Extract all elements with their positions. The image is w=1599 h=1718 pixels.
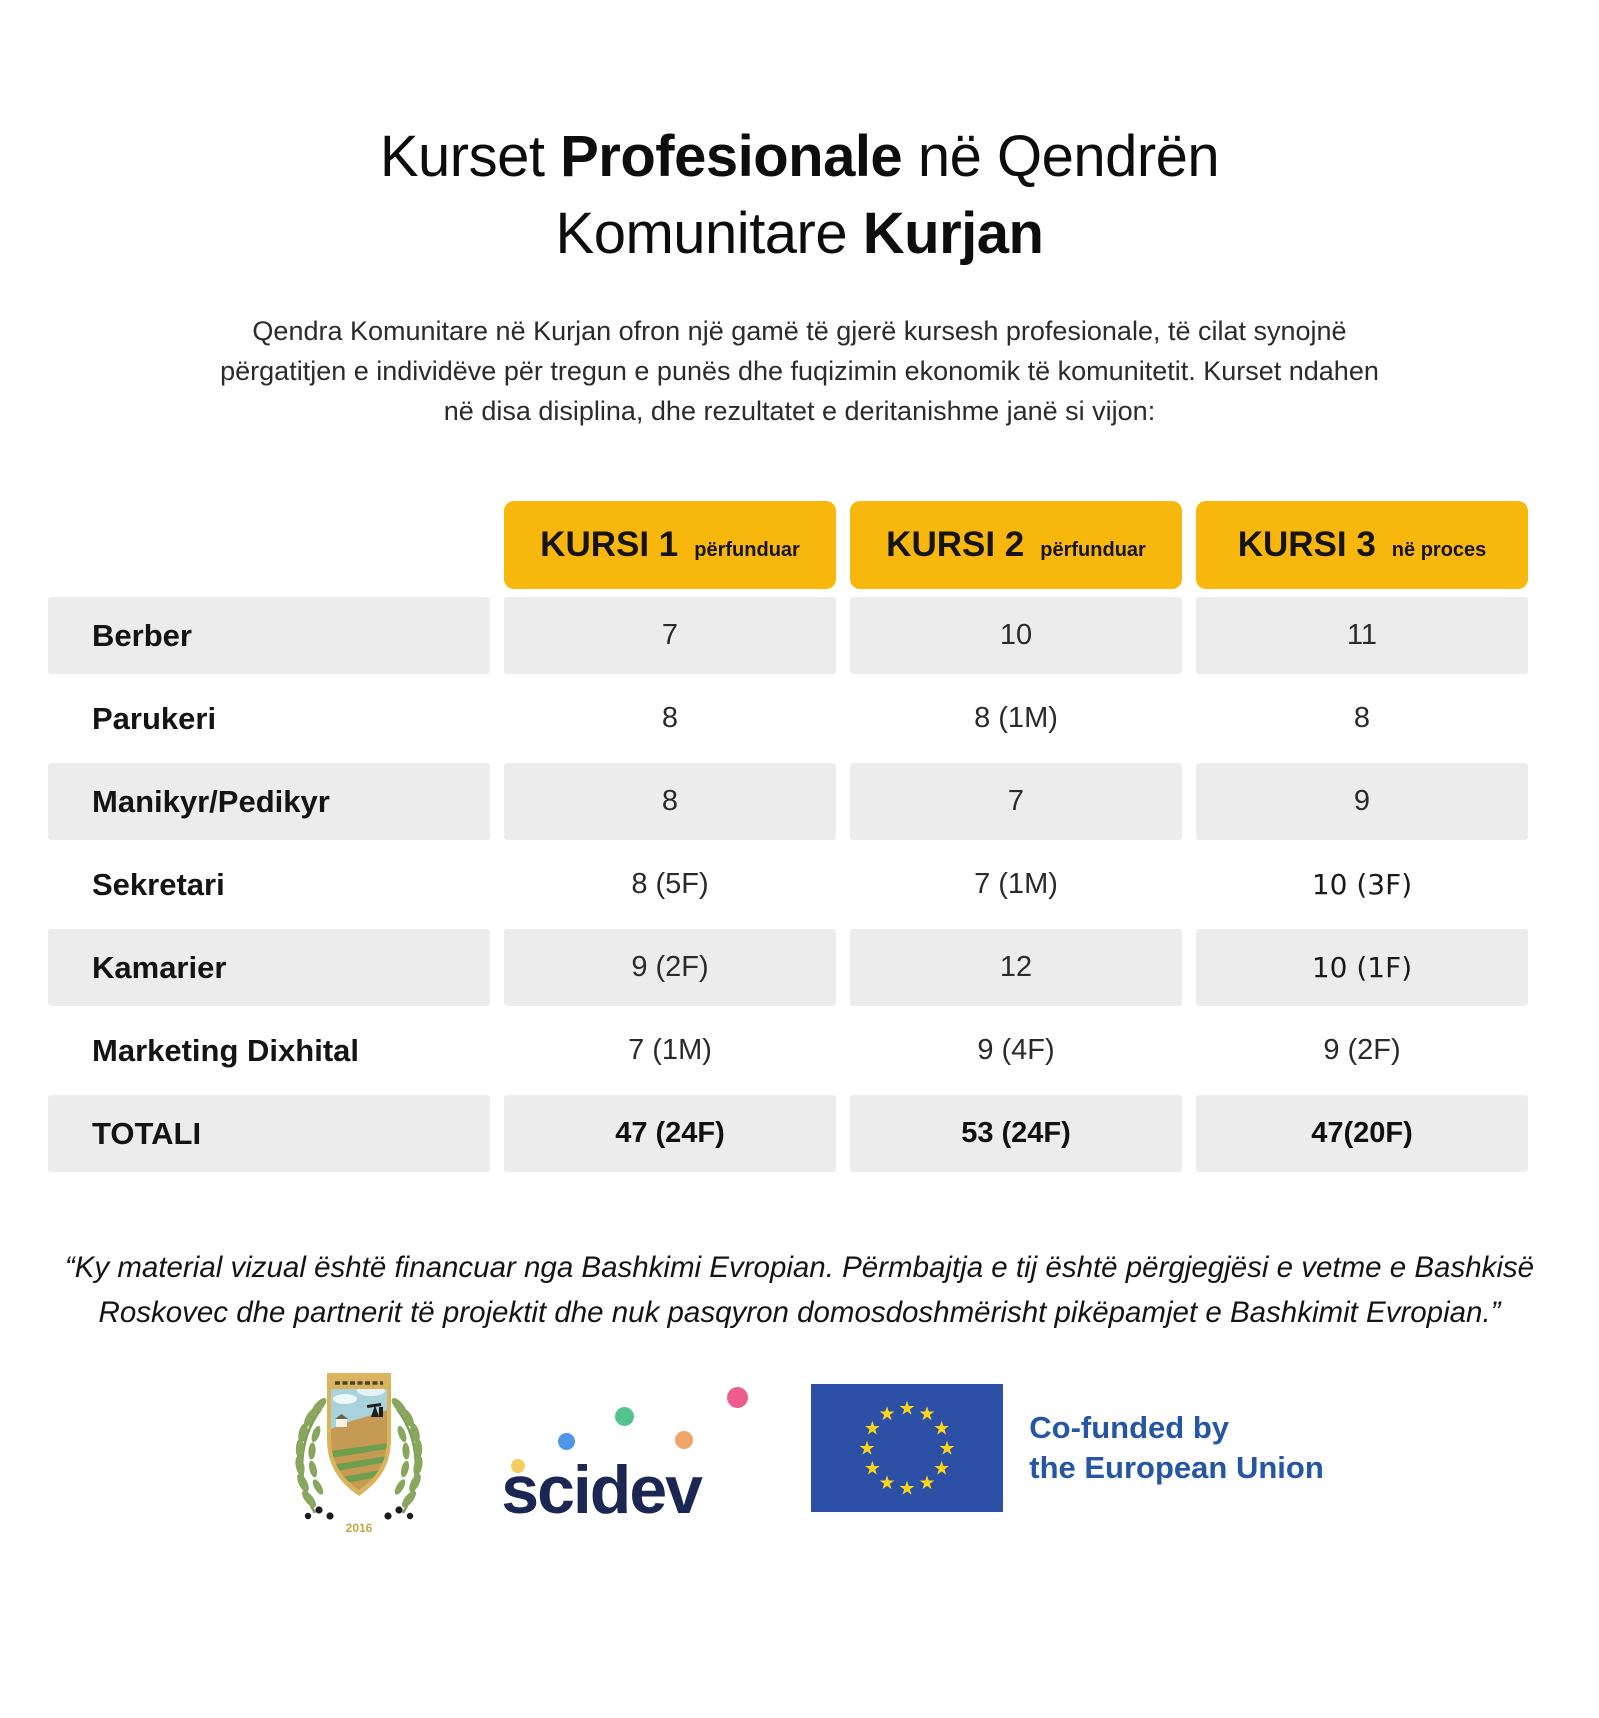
column-title: KURSI 3	[1237, 525, 1376, 565]
title-word-ne-qendren: në Qendrën	[917, 124, 1220, 189]
municipality-emblem-icon	[275, 1355, 443, 1541]
svg-text:★: ★	[878, 1471, 896, 1494]
cell-value: 8 (1M)	[974, 702, 1058, 735]
cell-value: 12	[850, 929, 1182, 1006]
title-word-kurset: Kurset	[379, 124, 545, 189]
row-label: Berber	[48, 597, 490, 674]
svg-text:★: ★	[878, 1402, 896, 1425]
cell-value: 47 (24F)	[504, 1095, 836, 1172]
emblem-shield	[327, 1373, 391, 1496]
table-row-totali	[48, 1095, 1528, 1172]
column-title: KURSI 2	[886, 525, 1025, 565]
logos-row	[0, 1355, 1599, 1541]
cell-value: 9 (2F)	[1323, 1034, 1401, 1067]
scidev-wordmark: scidev	[501, 1451, 701, 1528]
disclaimer-quote: “Ky material vizual është financuar nga Bashkimi Evropian. Përmbajtja e tij është përgjegjësi e vetme e Bashkisë Roskovec dhe partnerit të projektit dhe nuk pasqyron domosdoshmërisht pikëpamjet e Bashkimit Evropian.”	[64, 1251, 1535, 1329]
table-header-row	[48, 501, 1528, 589]
row-label: Marketing Dixhital	[92, 1032, 359, 1068]
cell-value: 11	[1196, 597, 1528, 674]
svg-text:★: ★	[933, 1457, 951, 1480]
column-status: përfunduar	[694, 539, 800, 562]
intro-paragraph: Qendra Komunitare në Kurjan ofron një gamë të gjerë kursesh profesionale, të cilat synojnë përgatitjen e individëve për tregun e punës dhe fuqizimin ekonomik të komunitetit. Kurset ndahen në disa disiplina, dhe rezultatet e deritanishme janë si vijon:	[220, 316, 1379, 426]
eu-text-line1: Co-funded by	[1029, 1410, 1229, 1446]
cell-value: 7	[850, 763, 1182, 840]
cell-value: 9 (2F)	[504, 929, 836, 1006]
cell-value: 7 (1M)	[974, 868, 1058, 901]
cell-value: 10 (3F)	[1311, 868, 1413, 902]
header-spacer	[48, 501, 490, 589]
title-word-profesionale: Profesionale	[560, 124, 903, 189]
table-row-kamarier	[48, 929, 1528, 1006]
scidev-dot-green	[615, 1407, 634, 1426]
row-label: Manikyr/Pedikyr	[48, 763, 490, 840]
column-title: KURSI 1	[540, 525, 679, 565]
table-row-parukeri	[48, 680, 1528, 757]
svg-text:★: ★	[918, 1471, 936, 1494]
table-row-berber	[48, 597, 1528, 674]
eu-flag-icon	[811, 1384, 1003, 1512]
eu-text-line2: the European Union	[1029, 1449, 1324, 1485]
svg-text:★: ★	[918, 1402, 936, 1425]
svg-text:★: ★	[898, 1397, 916, 1420]
scidev-logo	[501, 1367, 753, 1529]
cell-value: 47(20F)	[1196, 1095, 1528, 1172]
cell-value: 53 (24F)	[850, 1095, 1182, 1172]
column-header-kursi-3	[1196, 501, 1528, 589]
svg-text:★: ★	[933, 1417, 951, 1440]
table-row-marketing-dixhital	[48, 1012, 1528, 1089]
svg-text:★: ★	[898, 1477, 916, 1500]
row-label: TOTALI	[48, 1095, 490, 1172]
eu-cofunded-text	[1029, 1408, 1324, 1487]
cell-value: 8	[661, 702, 679, 735]
svg-text:★: ★	[864, 1457, 882, 1480]
courses-table	[48, 501, 1528, 1172]
svg-text:★: ★	[938, 1437, 956, 1460]
page-title	[0, 118, 1599, 272]
cell-value: 9	[1196, 763, 1528, 840]
svg-text:★: ★	[858, 1437, 876, 1460]
cell-value: 10 (1F)	[1196, 929, 1528, 1006]
cell-value: 8	[504, 763, 836, 840]
cell-value: 10	[850, 597, 1182, 674]
column-status: përfunduar	[1040, 539, 1146, 562]
eu-cofunded-logo	[811, 1384, 1324, 1512]
column-header-kursi-1	[504, 501, 836, 589]
title-word-komunitare: Komunitare	[555, 201, 848, 267]
row-label: Parukeri	[92, 700, 217, 736]
cell-value: 8	[1353, 702, 1371, 735]
table-body	[48, 597, 1528, 1172]
scidev-dot-pink	[727, 1387, 748, 1408]
svg-text:★: ★	[864, 1417, 882, 1440]
scidev-dot-blue	[558, 1433, 575, 1450]
cell-value: 7	[504, 597, 836, 674]
column-header-kursi-2	[850, 501, 1182, 589]
cell-value: 7 (1M)	[628, 1034, 712, 1067]
table-row-sekretari	[48, 846, 1528, 923]
table-row-manikyr-pedikyr	[48, 763, 1528, 840]
title-word-kurjan: Kurjan	[862, 201, 1044, 267]
cell-value: 9 (4F)	[977, 1034, 1055, 1067]
emblem-year: 2016	[345, 1520, 373, 1535]
row-label: Sekretari	[92, 866, 225, 902]
row-label: Kamarier	[48, 929, 490, 1006]
column-status: në proces	[1391, 539, 1487, 562]
scidev-dot-orange	[675, 1431, 693, 1449]
cell-value: 8 (5F)	[631, 868, 709, 901]
infographic-page	[0, 118, 1599, 1718]
